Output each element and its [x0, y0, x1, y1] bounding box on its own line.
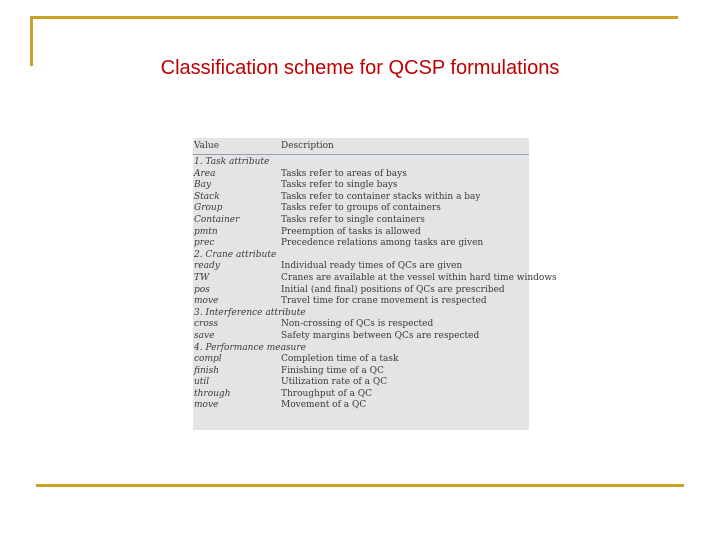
row-value: Stack: [194, 191, 220, 202]
row-value: pos: [194, 284, 210, 295]
table-body: [193, 157, 557, 412]
table-row: [193, 389, 529, 401]
table-row: [193, 227, 529, 239]
section-title-row: [193, 250, 529, 262]
row-description: Preemption of tasks is allowed: [281, 226, 421, 237]
row-value: Group: [194, 203, 223, 214]
row-value: move: [194, 296, 219, 307]
row-description: Non-crossing of QCs is respected: [281, 319, 434, 330]
table-row: [193, 261, 529, 273]
classification-table: [193, 138, 557, 430]
row-description: Throughput of a QC: [281, 388, 373, 399]
row-value: prec: [194, 238, 215, 249]
row-value: util: [194, 377, 210, 388]
table-row: [193, 192, 529, 204]
table-row: [193, 366, 529, 378]
table-row: [193, 331, 529, 343]
row-value: cross: [194, 319, 218, 330]
section-title: 2. Crane attribute: [194, 249, 277, 260]
row-description: Cranes are available at the vessel within hard time windows: [281, 272, 557, 283]
slide-title: Classification scheme for QCSP formulations: [160, 57, 560, 79]
row-description: Tasks refer to single containers: [281, 214, 425, 225]
table-row: [193, 180, 529, 192]
top-rule: [30, 16, 678, 19]
row-value: compl: [194, 354, 222, 365]
table-row: [193, 319, 529, 331]
table-row: [193, 296, 529, 308]
row-value: Area: [194, 168, 216, 179]
section-title-row: [193, 157, 529, 169]
row-value: through: [194, 388, 231, 399]
table-row: [193, 203, 529, 215]
bottom-rule: [36, 484, 684, 487]
table-row: [193, 354, 529, 366]
table-row: [193, 272, 557, 285]
table-row: [193, 238, 529, 250]
row-value: ready: [194, 261, 220, 272]
row-description: Tasks refer to single bays: [281, 180, 398, 191]
row-value: TW: [194, 272, 210, 283]
section-title: 3. Interference attribute: [194, 307, 306, 318]
table-row: [193, 285, 529, 297]
table-row: [193, 377, 529, 389]
row-description: Completion time of a task: [281, 354, 399, 365]
row-value: move: [194, 400, 219, 411]
row-description: Individual ready times of QCs are given: [281, 261, 463, 272]
section-title: 4. Performance measure: [194, 342, 306, 353]
header-value: Value: [194, 141, 220, 151]
table-row: [193, 215, 529, 227]
row-description: Finishing time of a QC: [281, 365, 384, 376]
row-description: Travel time for crane movement is respected: [281, 296, 487, 307]
row-description: Tasks refer to groups of containers: [281, 203, 441, 214]
row-description: Tasks refer to areas of bays: [281, 168, 407, 179]
section-title-row: [193, 343, 529, 355]
row-description: Tasks refer to container stacks within a bay: [281, 191, 481, 202]
row-description: Movement of a QC: [281, 400, 367, 411]
row-description: Precedence relations among tasks are given: [281, 238, 484, 249]
row-description: Utilization rate of a QC: [281, 377, 388, 388]
row-value: Bay: [194, 180, 212, 191]
row-value: save: [194, 330, 215, 341]
table-row: [193, 169, 529, 181]
header-rule: [193, 154, 529, 155]
row-description: Safety margins between QCs are respected: [281, 330, 480, 341]
table-row: [193, 400, 529, 412]
row-description: Initial (and final) positions of QCs are prescribed: [281, 284, 505, 295]
section-title: 1. Task attribute: [194, 157, 270, 167]
header-description: Description: [281, 141, 334, 151]
row-value: pmtn: [194, 226, 218, 237]
row-value: Container: [194, 214, 240, 225]
section-title-row: [193, 308, 529, 320]
row-value: finish: [194, 365, 220, 376]
table-header: [193, 141, 529, 154]
